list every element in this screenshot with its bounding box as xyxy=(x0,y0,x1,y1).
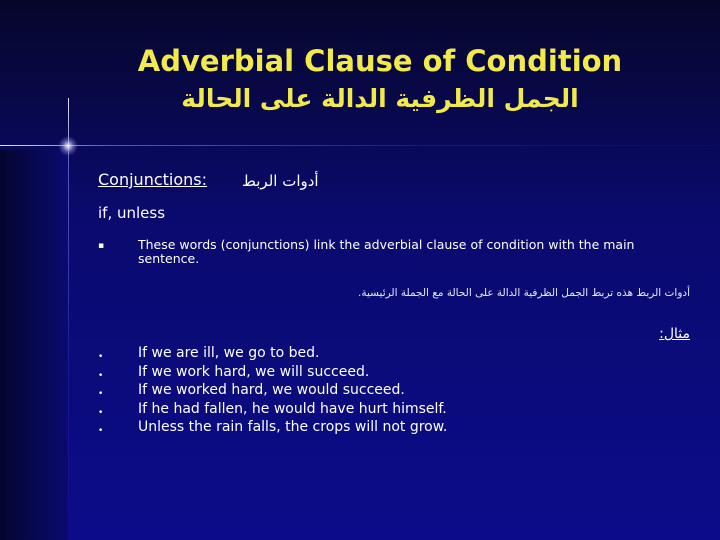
list-item xyxy=(98,400,447,419)
bullet-icon: • xyxy=(98,389,104,399)
example-text: If we work hard, we will succeed. xyxy=(138,363,370,380)
example-text: If we worked hard, we would succeed. xyxy=(138,382,405,398)
vertical-decor-line xyxy=(68,98,69,540)
description-bullet: ▪ xyxy=(98,241,105,251)
list-item xyxy=(98,381,447,400)
sparkle-decor xyxy=(58,136,78,156)
slide-title: Adverbial Clause of Condition xyxy=(137,44,623,78)
description-text: These words (conjunctions) link the adverbial clause of condition with the main sentence. xyxy=(138,237,635,266)
bullet-icon: • xyxy=(98,370,104,381)
bullet-icon: • xyxy=(98,352,104,362)
list-item xyxy=(98,418,448,437)
list-item xyxy=(98,344,447,363)
examples-list xyxy=(98,344,448,437)
example-text: If he had fallen, he would have hurt himself. xyxy=(138,400,447,417)
example-label-arabic: مثال: xyxy=(659,326,690,342)
horizontal-decor-line xyxy=(0,145,720,146)
example-text: If we are ill, we go to bed. xyxy=(138,345,320,361)
conjunctions-label-arabic: أدوات الربط xyxy=(242,172,319,190)
conjunctions-list: if, unless xyxy=(98,204,166,222)
description-text-arabic: أدوات الربط هذه تربط الجمل الظرفية الدالة على الحالة مع الجملة الرئيسية. xyxy=(358,287,690,299)
conjunctions-label: Conjunctions: xyxy=(98,170,207,189)
bullet-icon: • xyxy=(98,426,104,436)
bullet-icon: • xyxy=(98,407,104,418)
left-decor-band xyxy=(0,150,68,540)
list-item xyxy=(98,363,447,382)
example-text: Unless the rain falls, the crops will not grow. xyxy=(138,419,448,435)
slide-subtitle-arabic: الجمل الظرفية الدالة على الحالة xyxy=(181,84,579,113)
